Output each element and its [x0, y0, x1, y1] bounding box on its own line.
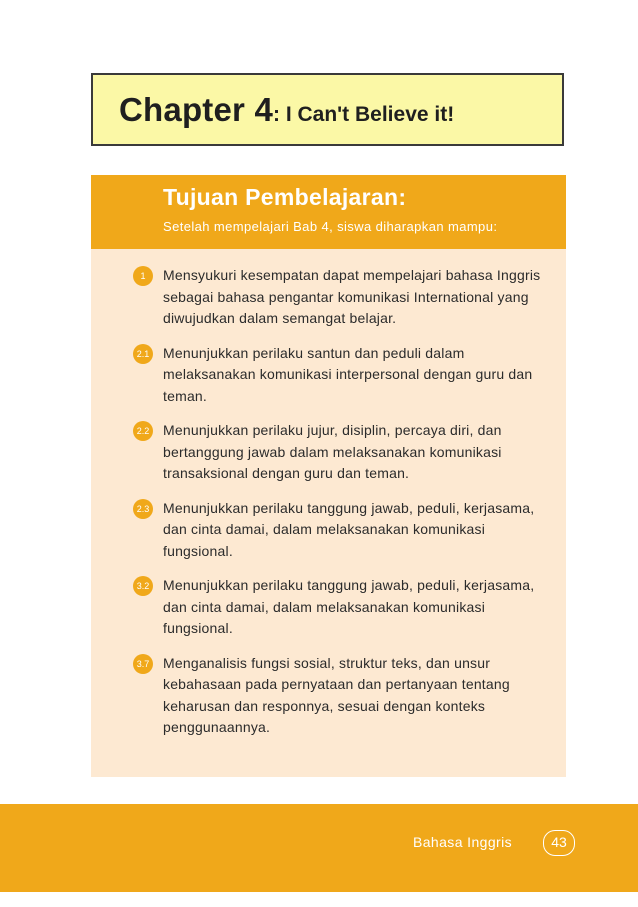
objective-number-badge: 2.2: [133, 421, 153, 441]
page-number: 43: [543, 830, 575, 856]
objective-item: [91, 498, 566, 563]
objective-item: [91, 653, 566, 739]
objectives-intro: Setelah mempelajari Bab 4, siswa diharapkan mampu:: [163, 219, 498, 234]
footer-subject: Bahasa Inggris: [413, 834, 512, 850]
objective-number-badge: 3.2: [133, 576, 153, 596]
objective-text: Menunjukkan perilaku santun dan peduli dalam melaksanakan komunikasi interpersonal dengan guru dan teman.: [163, 344, 533, 404]
objective-list: [91, 249, 566, 739]
objective-item: [91, 420, 566, 485]
page-footer: [0, 804, 638, 892]
objective-text: Menunjukkan perilaku tanggung jawab, peduli, kerjasama, dan cinta damai, dalam melaksanakan komunikasi fungsional.: [163, 499, 535, 559]
objectives-header: [91, 175, 566, 249]
chapter-title: [119, 91, 454, 129]
objectives-heading: Tujuan Pembelajaran:: [163, 184, 407, 210]
objective-text: Menunjukkan perilaku jujur, disiplin, percaya diri, dan bertanggung jawab dalam melaksanakan komunikasi transaksional dengan guru dan teman.: [163, 422, 502, 481]
chapter-subtitle: : I Can't Believe it!: [273, 102, 455, 126]
objective-item: [91, 575, 566, 640]
objective-number-badge: 2.1: [133, 344, 153, 364]
objective-item: [91, 343, 566, 408]
learning-objectives-panel: [91, 175, 566, 777]
objective-text: Mensyukuri kesempatan dapat mempelajari bahasa Inggris sebagai bahasa pengantar komunikasi International yang diwujudkan dalam semangat belajar.: [163, 267, 541, 326]
objective-number-badge: 1: [133, 266, 153, 286]
chapter-label: Chapter 4: [119, 90, 274, 128]
objective-text: Menganalisis fungsi sosial, struktur teks, dan unsur kebahasaan pada pernyataan dan pertanyaan tentang keharusan dan responnya, sesuai dengan konteks penggunaannya.: [163, 654, 510, 735]
objective-number-badge: 2.3: [133, 499, 153, 519]
objective-number-badge: 3.7: [133, 654, 153, 674]
chapter-title-box: [91, 73, 564, 146]
objective-item: [91, 265, 566, 330]
objective-text: Menunjukkan perilaku tanggung jawab, peduli, kerjasama, dan cinta damai, dalam melaksanakan komunikasi fungsional.: [163, 577, 535, 636]
